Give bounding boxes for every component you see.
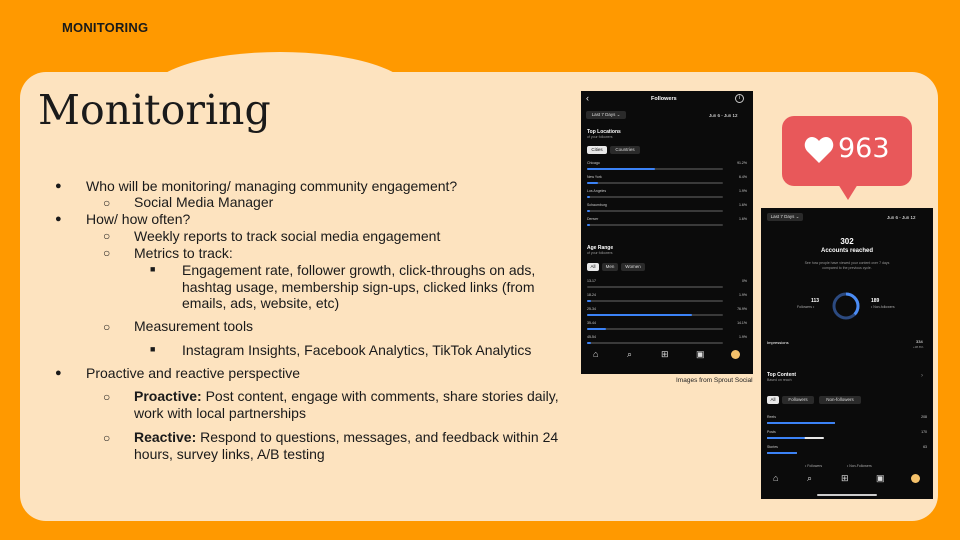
bullet-marker: ○ [103,390,111,404]
reach-donut [831,291,861,321]
period-select: Last 7 Days ⌄ [586,111,626,119]
row-label: Los Angeles [587,189,607,193]
row-bar [587,300,723,302]
row-label: Schaumburg [587,203,607,207]
section-heading: Top Locations [587,129,621,135]
home-icon: ⌂ [773,473,779,483]
row-value: 1.6% [739,203,747,207]
row-bar-fill [587,314,692,316]
row-bar-fill [587,224,590,226]
content-row-bar [767,437,917,439]
row-bar-fill [587,182,598,184]
reels-icon: ▣ [876,473,885,483]
home-icon: ⌂ [593,349,599,359]
proactive-text: Post content, engage with comments, share stories daily, [201,388,559,404]
bullet-text: hashtag usage, membership sign-ups, clicked links (from [182,279,535,295]
row-value: 1.9% [739,335,747,339]
row-label: New York [587,175,602,179]
bullet-marker: ○ [103,196,111,210]
tab-men: Men [602,263,618,271]
date-range: Jun 6 - Jun 12 [709,113,738,118]
row-bar [587,342,723,344]
nonfollowers-count: 189 [871,298,880,304]
content-row-label: Stories [767,445,778,449]
content-row-label: Posts [767,430,776,434]
row-bar-fill [587,196,590,198]
bullet-text: Who will be monitoring/ managing community engagement? [86,178,458,194]
bullet-text: Measurement tools [134,318,254,334]
bullet-text: work with local partnerships [134,405,306,421]
bullet-text: emails, ads, website, etc) [182,295,340,311]
bullet-text: How/ how often? [86,211,191,227]
avatar [911,474,920,483]
followers-label: Followers • [797,305,815,309]
badge-tail [838,184,858,200]
reached-desc: compared to the previous cycle. [822,266,872,270]
reels-icon: ▣ [696,349,705,359]
row-value: 6.4% [739,175,747,179]
row-bar [587,210,723,212]
reached-count: 302 [840,237,854,246]
search-icon: ⌕ [807,473,813,483]
image-caption: Images from Sprout Social [676,377,753,384]
impressions-change: +38.8% [913,345,924,349]
content-row-label: Reels [767,415,776,419]
accounts-reached-screenshot [761,208,933,499]
bullet-text: Proactive and reactive perspective [86,365,300,381]
tab-nonfollowers: Non-followers [819,396,861,404]
bullet-text: Weekly reports to track social media engagement [134,228,441,244]
row-value: 91.2% [737,161,747,165]
bullet-marker: ○ [103,431,111,445]
bullet-text: Social Media Manager [134,194,274,210]
chevron-right-icon: › [921,373,923,379]
add-icon: ⊞ [841,473,849,483]
bullet-marker: ■ [150,344,156,354]
nonfollowers-label: • Non-followers [871,305,895,309]
row-bar [587,328,723,330]
bullet-text: Metrics to track: [134,245,233,261]
row-label: 45-54 [587,335,596,339]
legend-followers: • Followers [805,464,823,468]
row-value: 1.9% [739,293,747,297]
row-label: Denver [587,217,599,221]
content-row-bar-followers [767,452,797,454]
row-bar-fill [587,300,591,302]
tab-cities: Cities [587,146,607,154]
row-bar-fill [587,328,606,330]
section-sub: of your followers [587,251,613,255]
bullet-marker: ● [55,213,62,225]
bullet-text: Instagram Insights, Facebook Analytics, TikTok Analytics [182,342,532,358]
content-row-bar-followers [767,422,835,424]
add-icon: ⊞ [661,349,669,359]
bullet-text: hours, survey links, A/B testing [134,446,325,462]
row-bar-fill [587,210,590,212]
content-row-value: 63 [923,445,927,449]
search-icon: ⌕ [627,349,633,359]
impressions-value: 334 [916,339,923,344]
tab-women: Women [621,263,645,271]
row-bar [587,314,723,316]
row-bar [587,224,723,226]
row-bar [587,286,723,288]
reactive-text: Respond to questions, messages, and feedback within 24 [196,429,559,445]
section-heading: Age Range [587,245,614,251]
heart-icon [804,136,834,164]
top-content-title: Top Content [767,372,797,378]
tab-countries: Countries [610,146,640,154]
row-label: 25-34 [587,307,596,311]
content-row-bar [767,422,917,424]
bullet-marker: ○ [103,320,111,334]
row-label: Chicago [587,161,600,165]
legend-nonfollowers: • Non-Followers [847,464,872,468]
info-icon: i [735,94,744,103]
top-content-sub: Based on reach [767,378,792,382]
row-value: 1.6% [739,217,747,221]
section-sub: of your followers [587,135,613,139]
content-row-bar-followers [767,437,805,439]
bullet-marker: ■ [150,264,156,274]
like-count: 963 [838,133,890,164]
row-value: 76.9% [737,307,747,311]
bullet-text [134,428,558,446]
period-select: Last 7 Days ⌄ [767,213,803,221]
screen-title: Followers [651,96,677,102]
proactive-label: Proactive: [134,388,202,404]
row-label: 35-44 [587,321,596,325]
row-bar [587,182,723,184]
content-row-bar [767,452,917,454]
bullet-marker: ● [55,367,62,379]
reached-label: Accounts reached [820,248,874,254]
impressions-label: Impressions [767,340,789,345]
row-bar [587,196,723,198]
home-indicator [817,494,877,496]
row-value: 14.1% [737,321,747,325]
row-bar-fill [587,168,655,170]
row-label: 13-17 [587,279,596,283]
tab-followers: Followers [782,396,814,404]
avatar [731,350,740,359]
row-value: 1.9% [739,189,747,193]
bullet-text: Engagement rate, follower growth, click-throughs on ads, [182,262,536,278]
row-bar-fill [587,342,591,344]
bullet-text [134,387,559,405]
content-row-value: 208 [921,415,927,419]
row-bar [587,168,723,170]
tab-all: All [767,396,779,404]
reactive-label: Reactive: [134,429,197,445]
bullet-marker: ○ [103,229,111,243]
slide-title: Monitoring [38,86,271,134]
followers-count: 113 [811,298,820,304]
reached-desc: See how people have viewed your content over 7 days [804,261,890,265]
followers-screenshot [581,91,753,374]
bullet-marker: ● [55,180,62,192]
row-label: 18-24 [587,293,596,297]
row-value: 0% [741,279,747,283]
bullet-marker: ○ [103,246,111,260]
section-label: MONITORING [62,20,149,35]
date-range: Jun 6 - Jun 12 [887,215,916,220]
tab-all: All [587,263,599,271]
back-icon: ‹ [586,93,589,103]
content-row-value: 170 [921,430,927,434]
